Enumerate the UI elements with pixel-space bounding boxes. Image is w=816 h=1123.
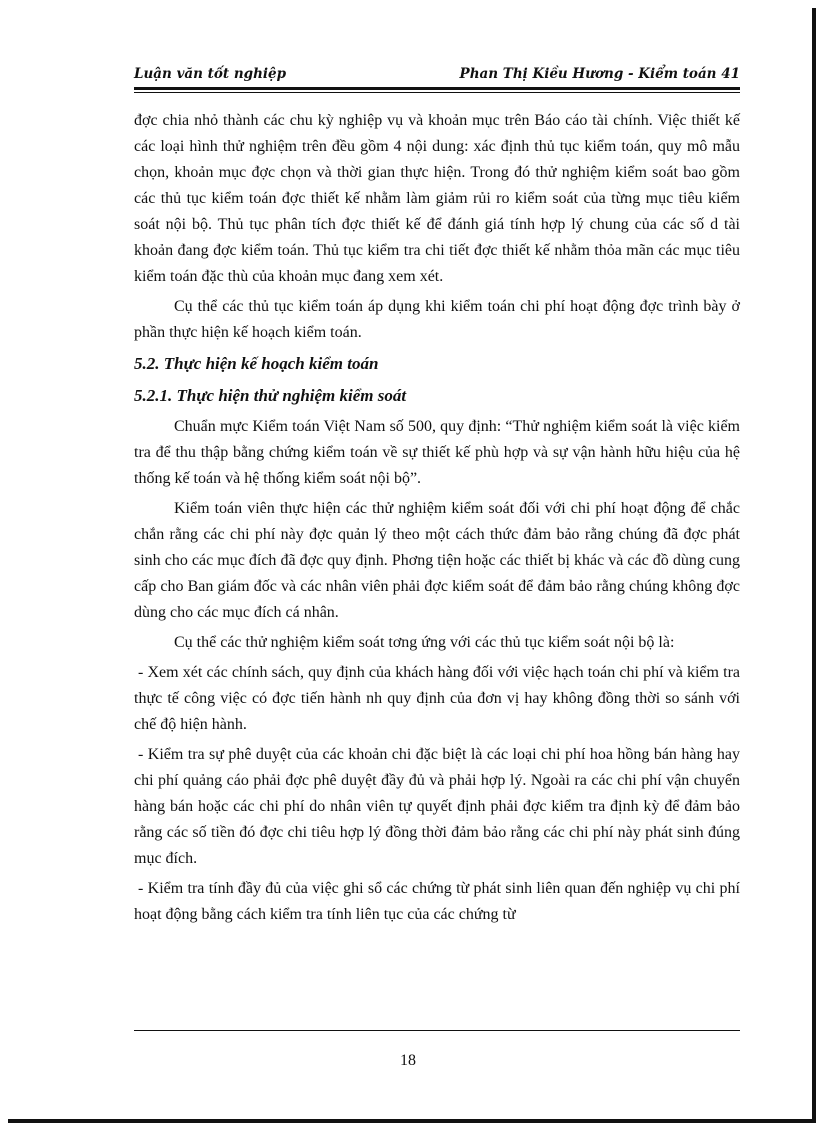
page-shadow-right (812, 8, 816, 1123)
body-text (134, 108, 740, 932)
list-item: - Xem xét các chính sách, quy định của khách hàng đối với việc hạch toán chi phí và kiểm tra thực tế công việc có đợc tiến hành nh quy định của đơn vị hay không đồng thời so sánh với chế độ hiện hành. (134, 664, 740, 733)
section-heading-5-2-1: 5.2.1. Thực hiện thử nghiệm kiểm soát (134, 386, 407, 405)
running-header (134, 66, 740, 88)
header-rule (134, 87, 740, 90)
list-item: - Kiểm tra tính đầy đủ của việc ghi sổ các chứng từ phát sinh liên quan đến nghiệp vụ chi phí hoạt động bằng cách kiểm tra tính liên tục của các chứng từ (134, 880, 740, 923)
list-item: - Kiểm tra sự phê duyệt của các khoản chi đặc biệt là các loại chi phí hoa hồng bán hàng hay chi phí quảng cáo phải đợc phê duyệt đầy đủ và phải hợp lý. Ngoài ra các chi phí vận chuyển hàng bán hoặc các chi phí do nhân viên tự quyết định phải đợc kiểm tra định kỳ để đảm bảo rằng các số tiền đó đợc chi tiêu hợp lý đồng thời đảm bảo rằng các chi phí này phát sinh đúng mục đích. (134, 746, 740, 867)
paragraph-standard-500: Chuẩn mực Kiểm toán Việt Nam số 500, quy định: “Thử nghiệm kiểm soát là việc kiểm tra để thu thập bằng chứng kiểm toán về sự thiết kế phù hợp và sự vận hành hữu hiệu của hệ thống kế toán và hệ thống kiểm soát nội bộ”. (134, 418, 740, 487)
paragraph-tests-intro: Cụ thể các thử nghiệm kiểm soát tơng ứng với các thủ tục kiểm soát nội bộ là: (174, 634, 675, 651)
footer-rule (134, 1030, 740, 1031)
page-shadow-bottom (8, 1119, 816, 1123)
paragraph-continuation: đợc chia nhỏ thành các chu kỳ nghiệp vụ và khoản mục trên Báo cáo tài chính. Việc thiết kế các loại hình thử nghiệm trên đều gồm 4 nội dung: xác định thủ tục kiểm toán, quy mô mẫu chọn, khoản mục đợc chọn và thời gian thực hiện. Trong đó thử nghiệm kiểm soát bao gồm các thủ tục kiểm toán đợc thiết kế nhằm làm giảm rủi ro kiểm soát của từng mục tiêu kiểm soát nội bộ. Thủ tục phân tích đợc thiết kế để đánh giá tính hợp lý chung của các số d tài khoản đang đợc kiểm toán. Thủ tục kiểm tra chi tiết đợc thiết kế nhằm thỏa mãn các mục tiêu kiểm toán đặc thù của khoản mục đang xem xét. (134, 112, 740, 285)
header-rule-thin (134, 92, 740, 93)
header-author: Phan Thị Kiều Hương - Kiểm toán 41 (459, 66, 740, 82)
header-thesis-title: Luận văn tốt nghiệp (134, 66, 287, 82)
paragraph-auditor-tests: Kiểm toán viên thực hiện các thử nghiệm kiểm soát đối với chi phí hoạt động để chắc chắn rằng các chi phí này đợc quản lý theo một cách thức đảm bảo rằng chúng đã đợc phát sinh cho các mục đích đã đợc quy định. Phơng tiện hoặc các thiết bị khác và các đồ dùng cung cấp cho Ban giám đốc và các nhân viên phải đợc kiểm soát để đảm bảo rằng chúng không đợc dùng cho các mục đích cá nhân. (134, 500, 740, 621)
page-number: 18 (400, 1052, 416, 1069)
paragraph-procedures: Cụ thể các thủ tục kiểm toán áp dụng khi kiểm toán chi phí hoạt động đợc trình bày ở phần thực hiện kế hoạch kiểm toán. (134, 298, 740, 341)
section-heading-5-2: 5.2. Thực hiện kế hoạch kiểm toán (134, 354, 379, 373)
